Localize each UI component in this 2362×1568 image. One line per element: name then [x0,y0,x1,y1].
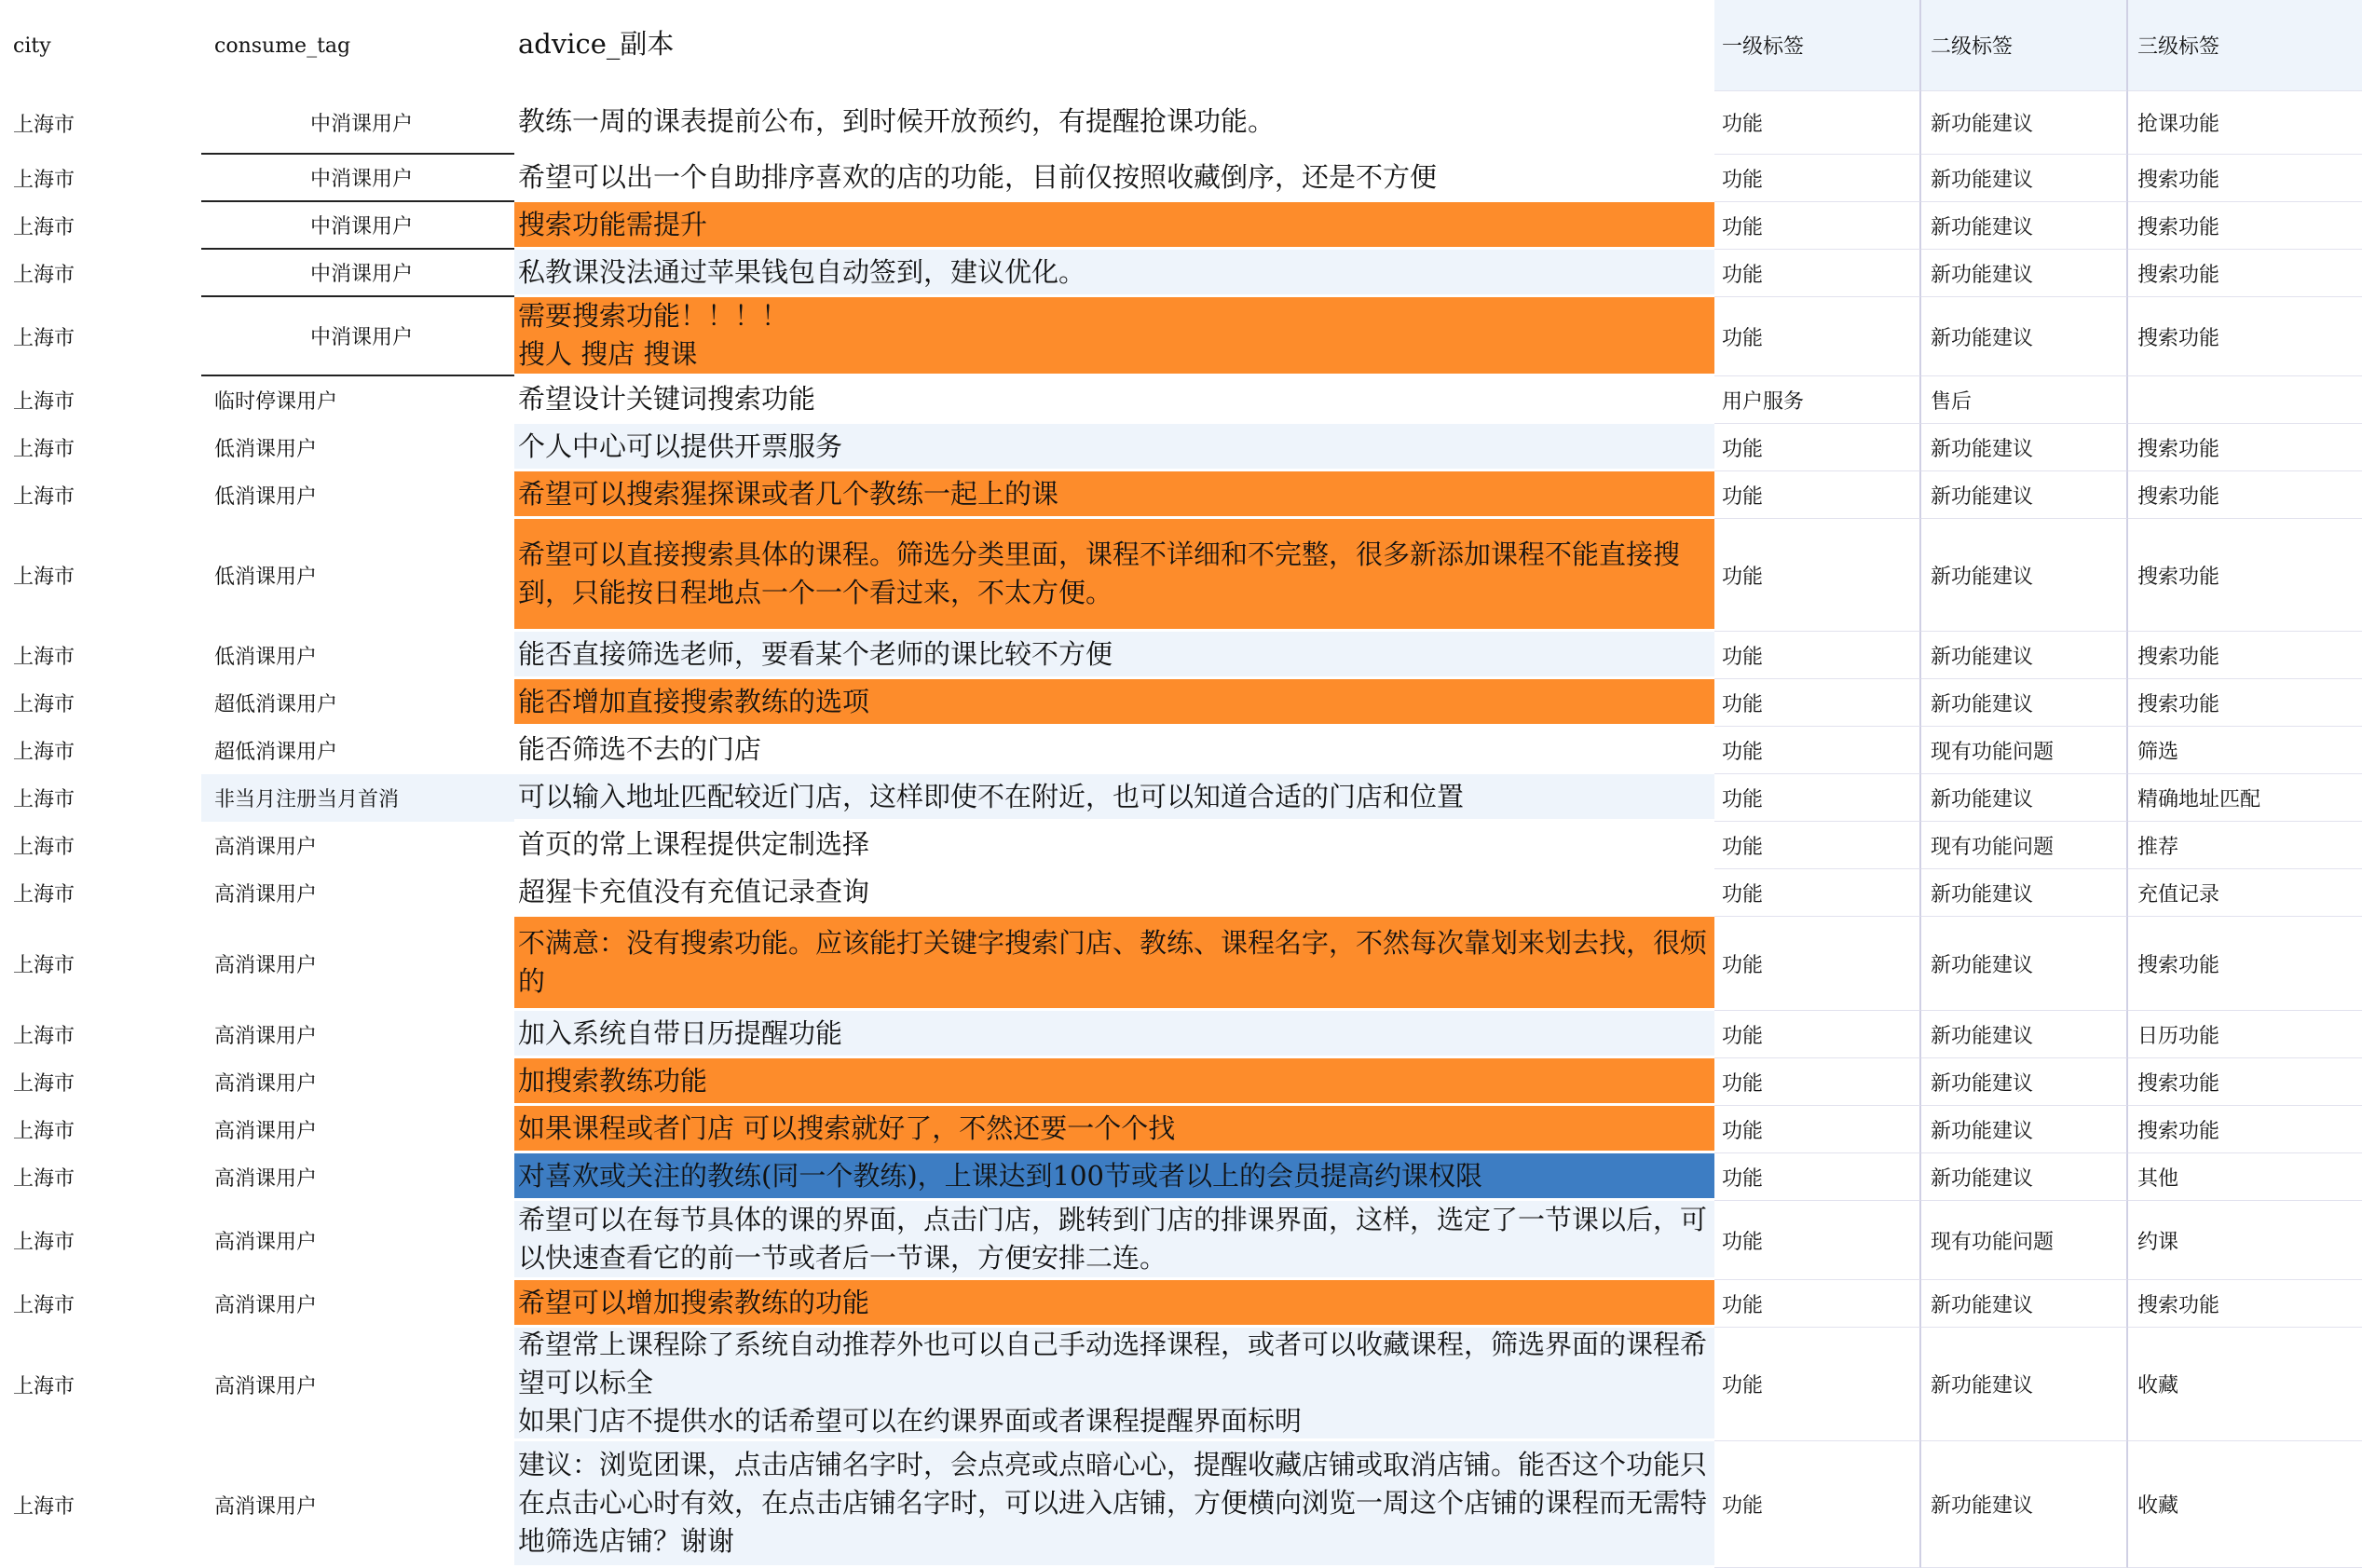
cell-tag2[interactable]: 新功能建议 [1921,519,2128,632]
cell-tag1[interactable]: 功能 [1714,250,1921,297]
cell-tag1[interactable]: 功能 [1714,155,1921,202]
header-row [0,0,2362,91]
cell-advice[interactable]: 加入系统自带日历提醒功能 [514,1011,1714,1058]
cell-tag1[interactable]: 功能 [1714,774,1921,822]
cell-tag2[interactable]: 现有功能问题 [1921,1201,2128,1280]
table-row [0,1280,2362,1328]
cell-advice[interactable]: 加搜索教练功能 [514,1058,1714,1106]
cell-consume-tag[interactable]: 高消课用户 [201,822,514,869]
table-row [0,632,2362,679]
cell-tag2[interactable]: 新功能建议 [1921,297,2128,376]
cell-advice[interactable]: 搜索功能需提升 [514,202,1714,250]
cell-tag1[interactable]: 功能 [1714,519,1921,632]
cell-city[interactable]: 上海市 [0,727,201,774]
cell-city[interactable]: 上海市 [0,1153,201,1201]
cell-tag2[interactable]: 现有功能问题 [1921,822,2128,869]
cell-tag2[interactable]: 售后 [1921,376,2128,424]
cell-consume-tag[interactable]: 低消课用户 [201,519,514,632]
cell-tag1[interactable]: 用户服务 [1714,376,1921,424]
table-row [0,471,2362,519]
cell-tag3[interactable]: 搜索功能 [2128,202,2362,250]
cell-consume-tag[interactable]: 低消课用户 [201,424,514,471]
cell-advice[interactable]: 个人中心可以提供开票服务 [514,424,1714,471]
cell-advice[interactable]: 希望可以增加搜索教练的功能 [514,1280,1714,1328]
cell-city[interactable]: 上海市 [0,297,201,376]
cell-consume-tag[interactable]: 高消课用户 [201,1201,514,1280]
cell-tag1[interactable]: 功能 [1714,297,1921,376]
cell-advice[interactable]: 能否筛选不去的门店 [514,727,1714,774]
cell-advice[interactable]: 希望可以在每节具体的课的界面，点击门店，跳转到门店的排课界面，这样，选定了一节课以后，可以快速查看它的前一节或者后一节课，方便安排二连。 [514,1201,1714,1280]
cell-tag1[interactable]: 功能 [1714,822,1921,869]
cell-city[interactable]: 上海市 [0,822,201,869]
cell-tag1[interactable]: 功能 [1714,1201,1921,1280]
cell-consume-tag[interactable]: 超低消课用户 [201,679,514,727]
cell-consume-tag[interactable]: 中消课用户 [201,91,514,155]
cell-tag2[interactable]: 新功能建议 [1921,679,2128,727]
cell-advice[interactable]: 私教课没法通过苹果钱包自动签到，建议优化。 [514,250,1714,297]
cell-tag2[interactable]: 新功能建议 [1921,632,2128,679]
cell-consume-tag[interactable]: 临时停课用户 [201,376,514,424]
cell-advice[interactable]: 希望设计关键词搜索功能 [514,376,1714,424]
cell-tag2[interactable]: 新功能建议 [1921,250,2128,297]
cell-tag1[interactable]: 功能 [1714,1441,1921,1568]
cell-tag1[interactable]: 功能 [1714,1106,1921,1153]
table-row [0,155,2362,202]
cell-consume-tag[interactable]: 非当月注册当月首消 [201,774,514,822]
table-row [0,424,2362,471]
cell-advice[interactable]: 能否直接筛选老师，要看某个老师的课比较不方便 [514,632,1714,679]
cell-city[interactable]: 上海市 [0,1441,201,1568]
cell-city[interactable]: 上海市 [0,1106,201,1153]
table-row [0,774,2362,822]
cell-tag3[interactable]: 收藏 [2128,1328,2362,1441]
cell-advice[interactable]: 首页的常上课程提供定制选择 [514,822,1714,869]
cell-tag1[interactable]: 功能 [1714,632,1921,679]
col-header-tag3[interactable]: 三级标签 [2128,0,2362,91]
cell-consume-tag[interactable]: 低消课用户 [201,632,514,679]
table-row [0,869,2362,917]
cell-city[interactable]: 上海市 [0,1201,201,1280]
cell-tag2[interactable]: 新功能建议 [1921,869,2128,917]
cell-tag3[interactable]: 充值记录 [2128,869,2362,917]
cell-tag3[interactable]: 搜索功能 [2128,519,2362,632]
cell-consume-tag[interactable]: 高消课用户 [201,1011,514,1058]
cell-advice[interactable]: 希望可以出一个自助排序喜欢的店的功能，目前仅按照收藏倒序，还是不方便 [514,155,1714,202]
table-row [0,727,2362,774]
table-row [0,917,2362,1011]
cell-tag2[interactable]: 新功能建议 [1921,1441,2128,1568]
cell-tag2[interactable]: 新功能建议 [1921,1280,2128,1328]
cell-consume-tag[interactable]: 高消课用户 [201,1106,514,1153]
col-header-advice[interactable]: advice_副本 [514,0,1714,91]
cell-city[interactable]: 上海市 [0,774,201,822]
cell-tag2[interactable]: 现有功能问题 [1921,727,2128,774]
cell-consume-tag[interactable]: 高消课用户 [201,1153,514,1201]
cell-tag3[interactable] [2128,376,2362,424]
cell-tag1[interactable]: 功能 [1714,679,1921,727]
table-row [0,376,2362,424]
cell-tag2[interactable]: 新功能建议 [1921,471,2128,519]
cell-consume-tag[interactable]: 高消课用户 [201,1441,514,1568]
cell-tag3[interactable]: 其他 [2128,1153,2362,1201]
cell-consume-tag[interactable]: 中消课用户 [201,155,514,202]
cell-city[interactable]: 上海市 [0,1280,201,1328]
cell-advice[interactable]: 教练一周的课表提前公布，到时候开放预约，有提醒抢课功能。 [514,91,1714,155]
cell-city[interactable]: 上海市 [0,202,201,250]
table-row [0,297,2362,376]
cell-consume-tag[interactable]: 超低消课用户 [201,727,514,774]
cell-consume-tag[interactable]: 高消课用户 [201,917,514,1011]
cell-tag1[interactable]: 功能 [1714,471,1921,519]
cell-city[interactable]: 上海市 [0,917,201,1011]
cell-tag3[interactable]: 搜索功能 [2128,1106,2362,1153]
cell-tag3[interactable]: 搜索功能 [2128,250,2362,297]
cell-advice[interactable]: 建议：浏览团课，点击店铺名字时，会点亮或点暗心心，提醒收藏店铺或取消店铺。能否这个功能只在点击心心时有效，在点击店铺名字时，可以进入店铺，方便横向浏览一周这个店铺的课程而无需特地筛选店铺？谢谢 [514,1441,1714,1568]
cell-tag3[interactable]: 搜索功能 [2128,632,2362,679]
cell-city[interactable]: 上海市 [0,376,201,424]
cell-tag2[interactable]: 新功能建议 [1921,202,2128,250]
cell-consume-tag[interactable]: 高消课用户 [201,1328,514,1441]
cell-tag3[interactable]: 搜索功能 [2128,424,2362,471]
cell-tag3[interactable]: 约课 [2128,1201,2362,1280]
cell-tag3[interactable]: 推荐 [2128,822,2362,869]
table-row [0,822,2362,869]
cell-city[interactable]: 上海市 [0,424,201,471]
cell-city[interactable]: 上海市 [0,1011,201,1058]
cell-city[interactable]: 上海市 [0,1328,201,1441]
cell-tag3[interactable]: 搜索功能 [2128,917,2362,1011]
cell-tag2[interactable]: 新功能建议 [1921,424,2128,471]
table-row [0,1328,2362,1441]
table-row [0,1153,2362,1201]
cell-tag3[interactable]: 搜索功能 [2128,297,2362,376]
cell-consume-tag[interactable]: 中消课用户 [201,297,514,376]
cell-consume-tag[interactable]: 高消课用户 [201,1280,514,1328]
cell-advice[interactable]: 可以输入地址匹配较近门店，这样即使不在附近，也可以知道合适的门店和位置 [514,774,1714,822]
col-header-tag2[interactable]: 二级标签 [1921,0,2128,91]
cell-city[interactable]: 上海市 [0,155,201,202]
cell-consume-tag[interactable]: 高消课用户 [201,1058,514,1106]
col-header-tag1[interactable]: 一级标签 [1714,0,1921,91]
cell-tag3[interactable]: 筛选 [2128,727,2362,774]
table-row [0,91,2362,155]
cell-advice[interactable]: 不满意：没有搜索功能。应该能打关键字搜索门店、教练、课程名字，不然每次靠划来划去找，很烦的 [514,917,1714,1011]
cell-city[interactable]: 上海市 [0,679,201,727]
table-row [0,1106,2362,1153]
cell-tag1[interactable]: 功能 [1714,1328,1921,1441]
cell-tag2[interactable]: 新功能建议 [1921,1328,2128,1441]
cell-advice[interactable]: 对喜欢或关注的教练(同一个教练)，上课达到100节或者以上的会员提高约课权限 [514,1153,1714,1201]
cell-tag1[interactable]: 功能 [1714,1058,1921,1106]
cell-advice[interactable]: 希望可以直接搜索具体的课程。筛选分类里面，课程不详细和不完整，很多新添加课程不能直接搜到，只能按日程地点一个一个看过来，不太方便。 [514,519,1714,632]
cell-advice[interactable]: 希望可以搜索猩探课或者几个教练一起上的课 [514,471,1714,519]
cell-tag2[interactable]: 新功能建议 [1921,91,2128,155]
table-row [0,202,2362,250]
table-row [0,519,2362,632]
cell-tag2[interactable]: 新功能建议 [1921,155,2128,202]
cell-tag3[interactable]: 收藏 [2128,1441,2362,1568]
cell-consume-tag[interactable]: 高消课用户 [201,869,514,917]
table-row [0,1441,2362,1568]
cell-tag2[interactable]: 新功能建议 [1921,1058,2128,1106]
cell-tag1[interactable]: 功能 [1714,1280,1921,1328]
cell-city[interactable]: 上海市 [0,519,201,632]
cell-tag3[interactable]: 搜索功能 [2128,1280,2362,1328]
cell-city[interactable]: 上海市 [0,869,201,917]
cell-tag3[interactable]: 搜索功能 [2128,1058,2362,1106]
cell-consume-tag[interactable]: 低消课用户 [201,471,514,519]
cell-advice[interactable]: 希望常上课程除了系统自动推荐外也可以自己手动选择课程，或者可以收藏课程，筛选界面的课程希望可以标全 如果门店不提供水的话希望可以在约课界面或者课程提醒界面标明 [514,1328,1714,1441]
cell-tag3[interactable]: 搜索功能 [2128,471,2362,519]
cell-city[interactable]: 上海市 [0,250,201,297]
col-header-city[interactable]: city [0,0,201,91]
cell-tag3[interactable]: 搜索功能 [2128,155,2362,202]
cell-tag1[interactable]: 功能 [1714,202,1921,250]
cell-advice[interactable]: 能否增加直接搜索教练的选项 [514,679,1714,727]
cell-tag1[interactable]: 功能 [1714,424,1921,471]
cell-tag1[interactable]: 功能 [1714,727,1921,774]
table-row [0,1058,2362,1106]
cell-tag3[interactable]: 精确地址匹配 [2128,774,2362,822]
cell-city[interactable]: 上海市 [0,632,201,679]
cell-tag3[interactable]: 搜索功能 [2128,679,2362,727]
table-row [0,679,2362,727]
cell-tag2[interactable]: 新功能建议 [1921,774,2128,822]
cell-tag2[interactable]: 新功能建议 [1921,917,2128,1011]
cell-city[interactable]: 上海市 [0,1058,201,1106]
cell-advice[interactable]: 需要搜索功能！！！！ 搜人 搜店 搜课 [514,297,1714,376]
cell-advice[interactable]: 如果课程或者门店 可以搜索就好了，不然还要一个个找 [514,1106,1714,1153]
col-header-consume-tag[interactable]: consume_tag [201,0,514,91]
table-row [0,1201,2362,1280]
cell-tag2[interactable]: 新功能建议 [1921,1011,2128,1058]
table-body [0,91,2362,1568]
cell-consume-tag[interactable]: 中消课用户 [201,202,514,250]
cell-advice[interactable]: 超猩卡充值没有充值记录查询 [514,869,1714,917]
cell-tag1[interactable]: 功能 [1714,869,1921,917]
cell-city[interactable]: 上海市 [0,471,201,519]
cell-tag2[interactable]: 新功能建议 [1921,1106,2128,1153]
cell-tag3[interactable]: 抢课功能 [2128,91,2362,155]
cell-tag1[interactable]: 功能 [1714,1011,1921,1058]
cell-tag3[interactable]: 日历功能 [2128,1011,2362,1058]
table-row [0,1011,2362,1058]
cell-city[interactable]: 上海市 [0,91,201,155]
cell-tag2[interactable]: 新功能建议 [1921,1153,2128,1201]
cell-consume-tag[interactable]: 中消课用户 [201,250,514,297]
cell-tag1[interactable]: 功能 [1714,1153,1921,1201]
cell-tag1[interactable]: 功能 [1714,917,1921,1011]
table-row [0,250,2362,297]
cell-tag1[interactable]: 功能 [1714,91,1921,155]
